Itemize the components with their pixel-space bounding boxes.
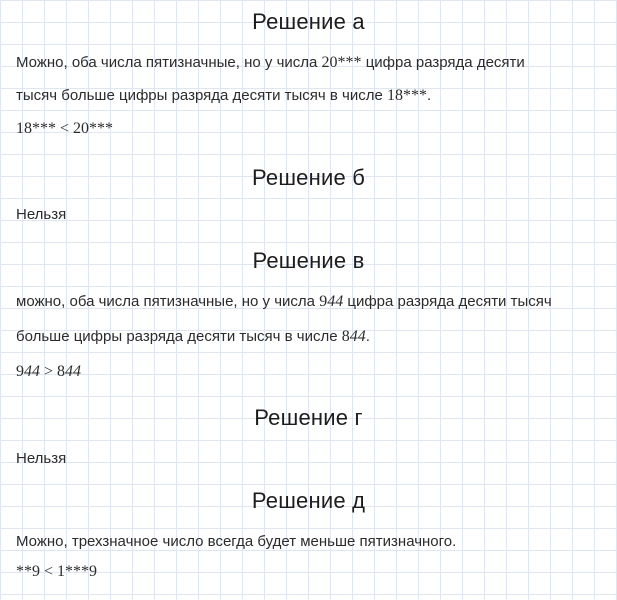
section-e-text: Можно, трехзначное число всегда будет меньше пятизначного. [16, 533, 457, 550]
section-a-formula: 18*** < 20*** [16, 120, 114, 137]
section-a-title: Решение а [252, 9, 365, 34]
math-number: 20*** [321, 54, 362, 71]
text: можно, оба числа пятизначные, но у числа [16, 293, 320, 310]
text: тысяч больше цифры разряда десяти тысяч в числе [16, 87, 388, 104]
text: цифра разряда десяти [361, 54, 525, 71]
section-a-line-1 [16, 54, 525, 72]
section-e-formula: **9 < 1***9 [16, 563, 98, 580]
math-number: 18*** [387, 87, 428, 104]
text: . [365, 328, 370, 345]
math-number: 944 [319, 293, 344, 310]
section-d-title: Решение г [254, 405, 363, 430]
section-c-line-2 [16, 328, 370, 346]
section-c-line-1 [16, 293, 552, 311]
math-number: 844 [341, 328, 366, 345]
section-e-title: Решение д [251, 488, 366, 513]
text: больше цифры разряда десяти тысяч в числе [16, 328, 342, 345]
text: цифра разряда десяти тысяч [343, 293, 552, 310]
section-c-title: Решение в [252, 248, 365, 273]
section-b-text: Нельзя [16, 206, 67, 223]
section-c-formula: 944 > 844 [16, 363, 82, 380]
text: Можно, оба числа пятизначные, но у числа [16, 54, 322, 71]
section-d-text: Нельзя [16, 450, 67, 467]
section-b-title: Решение б [251, 165, 365, 190]
section-a-line-2 [16, 87, 431, 105]
text: . [427, 87, 432, 104]
